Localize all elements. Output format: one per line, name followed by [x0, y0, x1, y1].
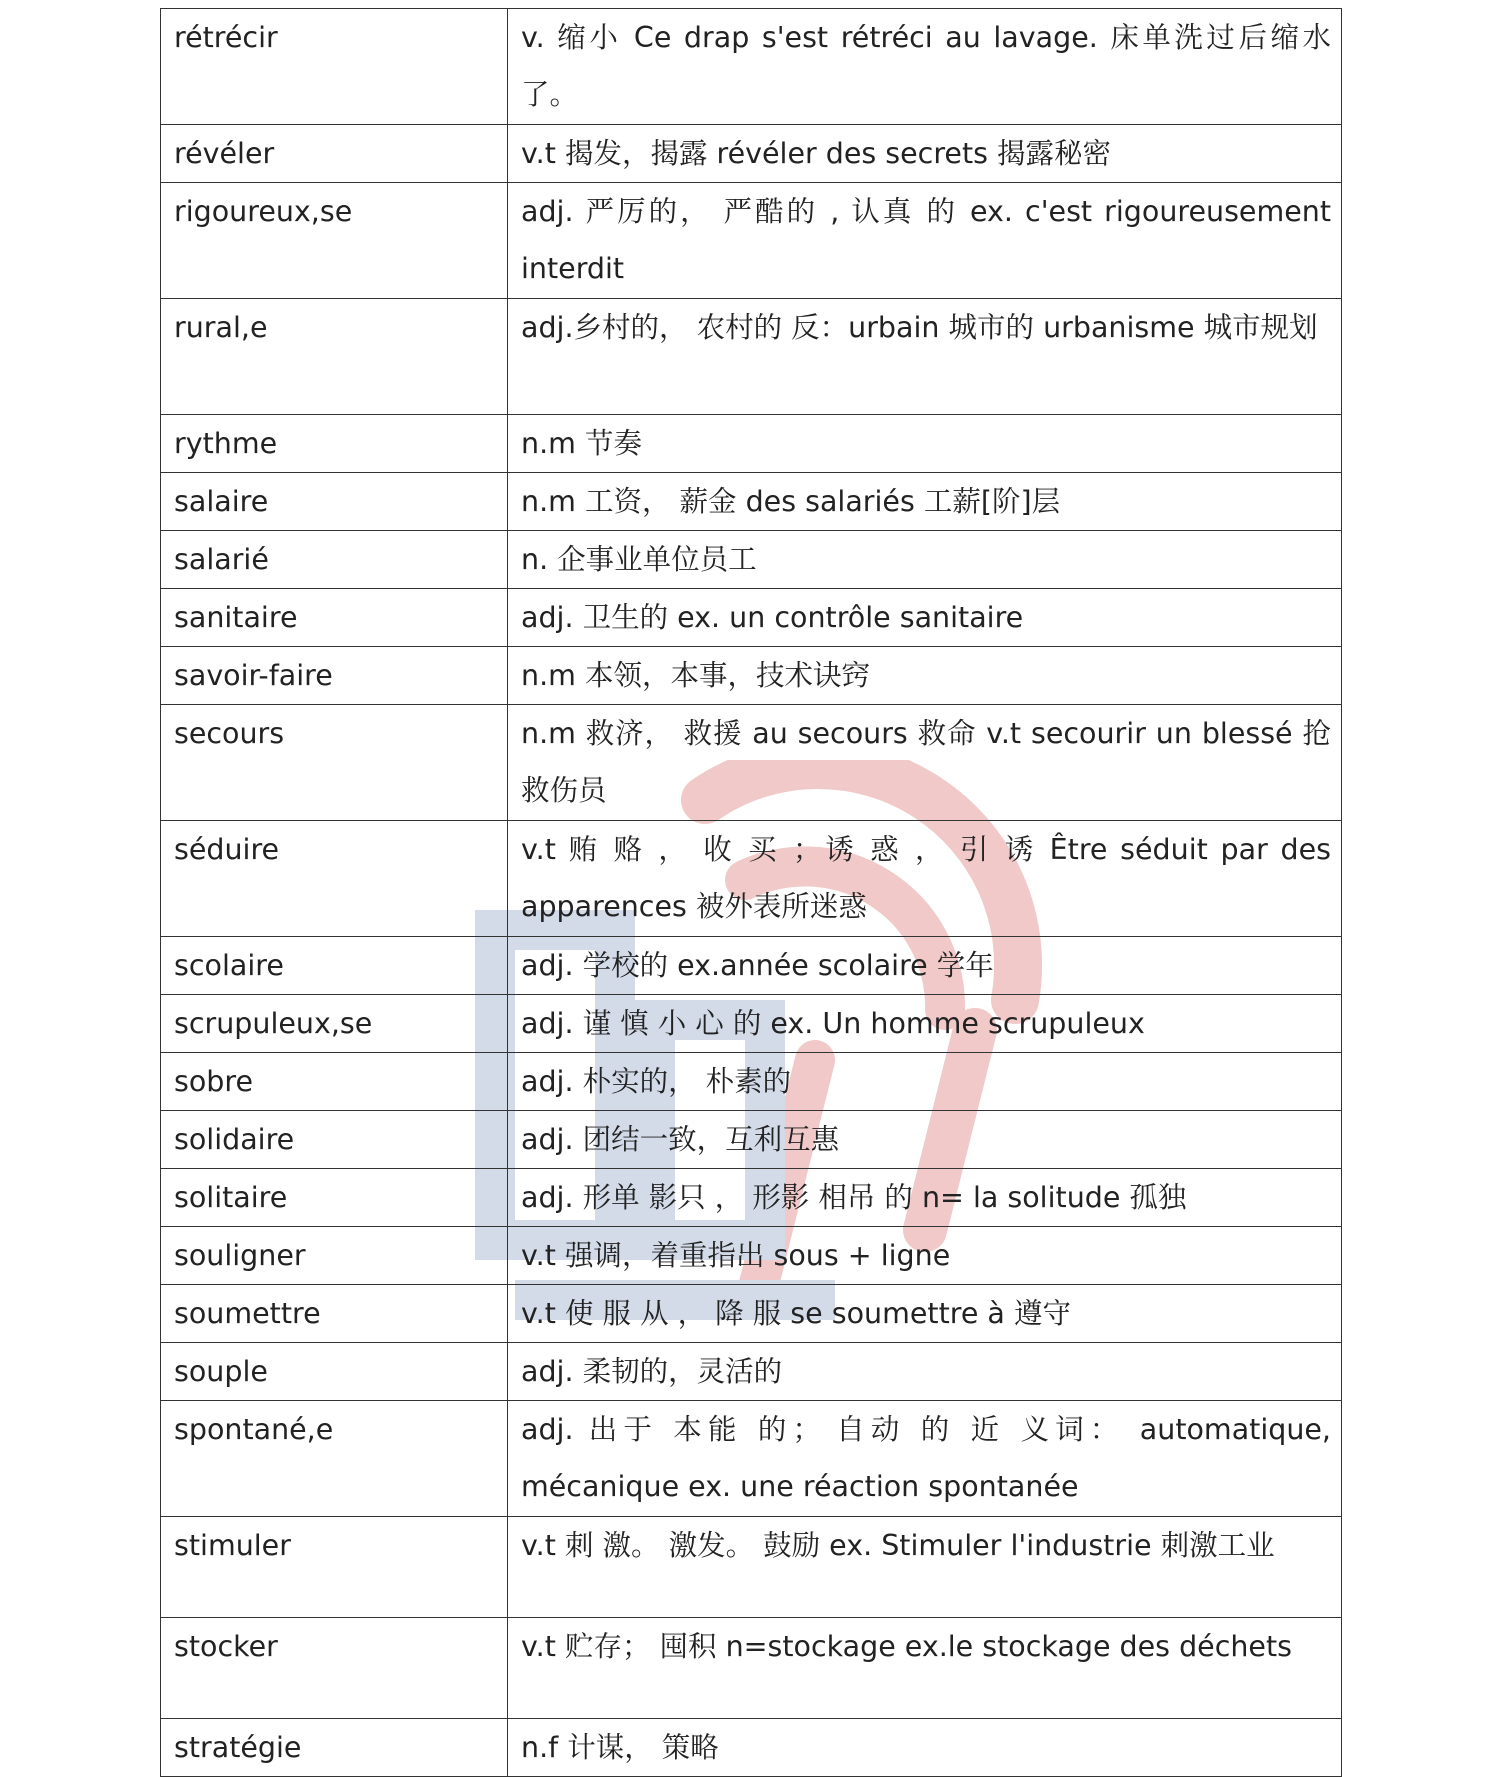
definition-cell: adj. 严厉的， 严酷的 , 认真 的 ex. c'est rigoureusement interdit: [508, 183, 1342, 299]
table-row: [161, 473, 1342, 531]
table-row: [161, 125, 1342, 183]
table-row: [161, 1517, 1342, 1618]
word-cell: souple: [161, 1343, 508, 1401]
definition-cell: v.t 刺 激。 激发。 鼓励 ex. Stimuler l'industrie 刺激工业: [508, 1517, 1342, 1618]
word-cell: savoir-faire: [161, 647, 508, 705]
table-row: [161, 705, 1342, 821]
table-row: [161, 415, 1342, 473]
definition-cell: adj. 谨 慎 小 心 的 ex. Un homme scrupuleux: [508, 995, 1342, 1053]
word-cell: solitaire: [161, 1169, 508, 1227]
table-row: [161, 821, 1342, 937]
definition-cell: adj. 朴实的， 朴素的: [508, 1053, 1342, 1111]
definition-cell: n.f 计谋， 策略: [508, 1719, 1342, 1777]
word-cell: séduire: [161, 821, 508, 937]
definition-cell: adj.乡村的， 农村的 反：urbain 城市的 urbanisme 城市规划: [508, 299, 1342, 415]
definition-cell: adj. 出于 本能 的； 自动 的 近 义词： automatique, mécanique ex. une réaction spontanée: [508, 1401, 1342, 1517]
table-row: [161, 1111, 1342, 1169]
word-cell: salarié: [161, 531, 508, 589]
word-cell: rétrécir: [161, 9, 508, 125]
table-row: [161, 995, 1342, 1053]
definition-cell: n. 企事业单位员工: [508, 531, 1342, 589]
word-cell: scrupuleux,se: [161, 995, 508, 1053]
table-row: [161, 183, 1342, 299]
table-row: [161, 1618, 1342, 1719]
word-cell: spontané,e: [161, 1401, 508, 1517]
word-cell: rigoureux,se: [161, 183, 508, 299]
table-row: [161, 9, 1342, 125]
definition-cell: adj. 学校的 ex.année scolaire 学年: [508, 937, 1342, 995]
table-row: [161, 1285, 1342, 1343]
definition-cell: n.m 救济， 救援 au secours 救命 v.t secourir un blessé 抢救伤员: [508, 705, 1342, 821]
table-row: [161, 937, 1342, 995]
vocabulary-table: [160, 8, 1342, 1777]
definition-cell: v.t 揭发，揭露 révéler des secrets 揭露秘密: [508, 125, 1342, 183]
word-cell: soumettre: [161, 1285, 508, 1343]
definition-cell: n.m 工资， 薪金 des salariés 工薪[阶]层: [508, 473, 1342, 531]
definition-cell: v.t 贮存； 囤积 n=stockage ex.le stockage des déchets: [508, 1618, 1342, 1719]
table-row: [161, 589, 1342, 647]
definition-cell: adj. 团结一致，互利互惠: [508, 1111, 1342, 1169]
word-cell: stocker: [161, 1618, 508, 1719]
definition-cell: adj. 卫生的 ex. un contrôle sanitaire: [508, 589, 1342, 647]
word-cell: solidaire: [161, 1111, 508, 1169]
word-cell: révéler: [161, 125, 508, 183]
word-cell: stimuler: [161, 1517, 508, 1618]
word-cell: secours: [161, 705, 508, 821]
table-row: [161, 1053, 1342, 1111]
definition-cell: adj. 形单 影只 ， 形影 相吊 的 n= la solitude 孤独: [508, 1169, 1342, 1227]
definition-cell: adj. 柔韧的，灵活的: [508, 1343, 1342, 1401]
definition-cell: v.t 使 服 从 ， 降 服 se soumettre à 遵守: [508, 1285, 1342, 1343]
table-row: [161, 299, 1342, 415]
table-row: [161, 1343, 1342, 1401]
definition-cell: v.t 强调，着重指出 sous + ligne: [508, 1227, 1342, 1285]
table-row: [161, 1719, 1342, 1777]
word-cell: sanitaire: [161, 589, 508, 647]
word-cell: salaire: [161, 473, 508, 531]
word-cell: souligner: [161, 1227, 508, 1285]
definition-cell: n.m 本领，本事，技术诀窍: [508, 647, 1342, 705]
word-cell: rythme: [161, 415, 508, 473]
table-row: [161, 1227, 1342, 1285]
definition-cell: v. 缩小 Ce drap s'est rétréci au lavage. 床单洗过后缩水了。: [508, 9, 1342, 125]
table-row: [161, 1401, 1342, 1517]
table-row: [161, 531, 1342, 589]
table-row: [161, 647, 1342, 705]
word-cell: stratégie: [161, 1719, 508, 1777]
word-cell: scolaire: [161, 937, 508, 995]
table-row: [161, 1169, 1342, 1227]
word-cell: sobre: [161, 1053, 508, 1111]
word-cell: rural,e: [161, 299, 508, 415]
definition-cell: v.t 贿 赂 ， 收 买 ；诱 惑 ， 引 诱 Être séduit par des apparences 被外表所迷惑: [508, 821, 1342, 937]
definition-cell: n.m 节奏: [508, 415, 1342, 473]
